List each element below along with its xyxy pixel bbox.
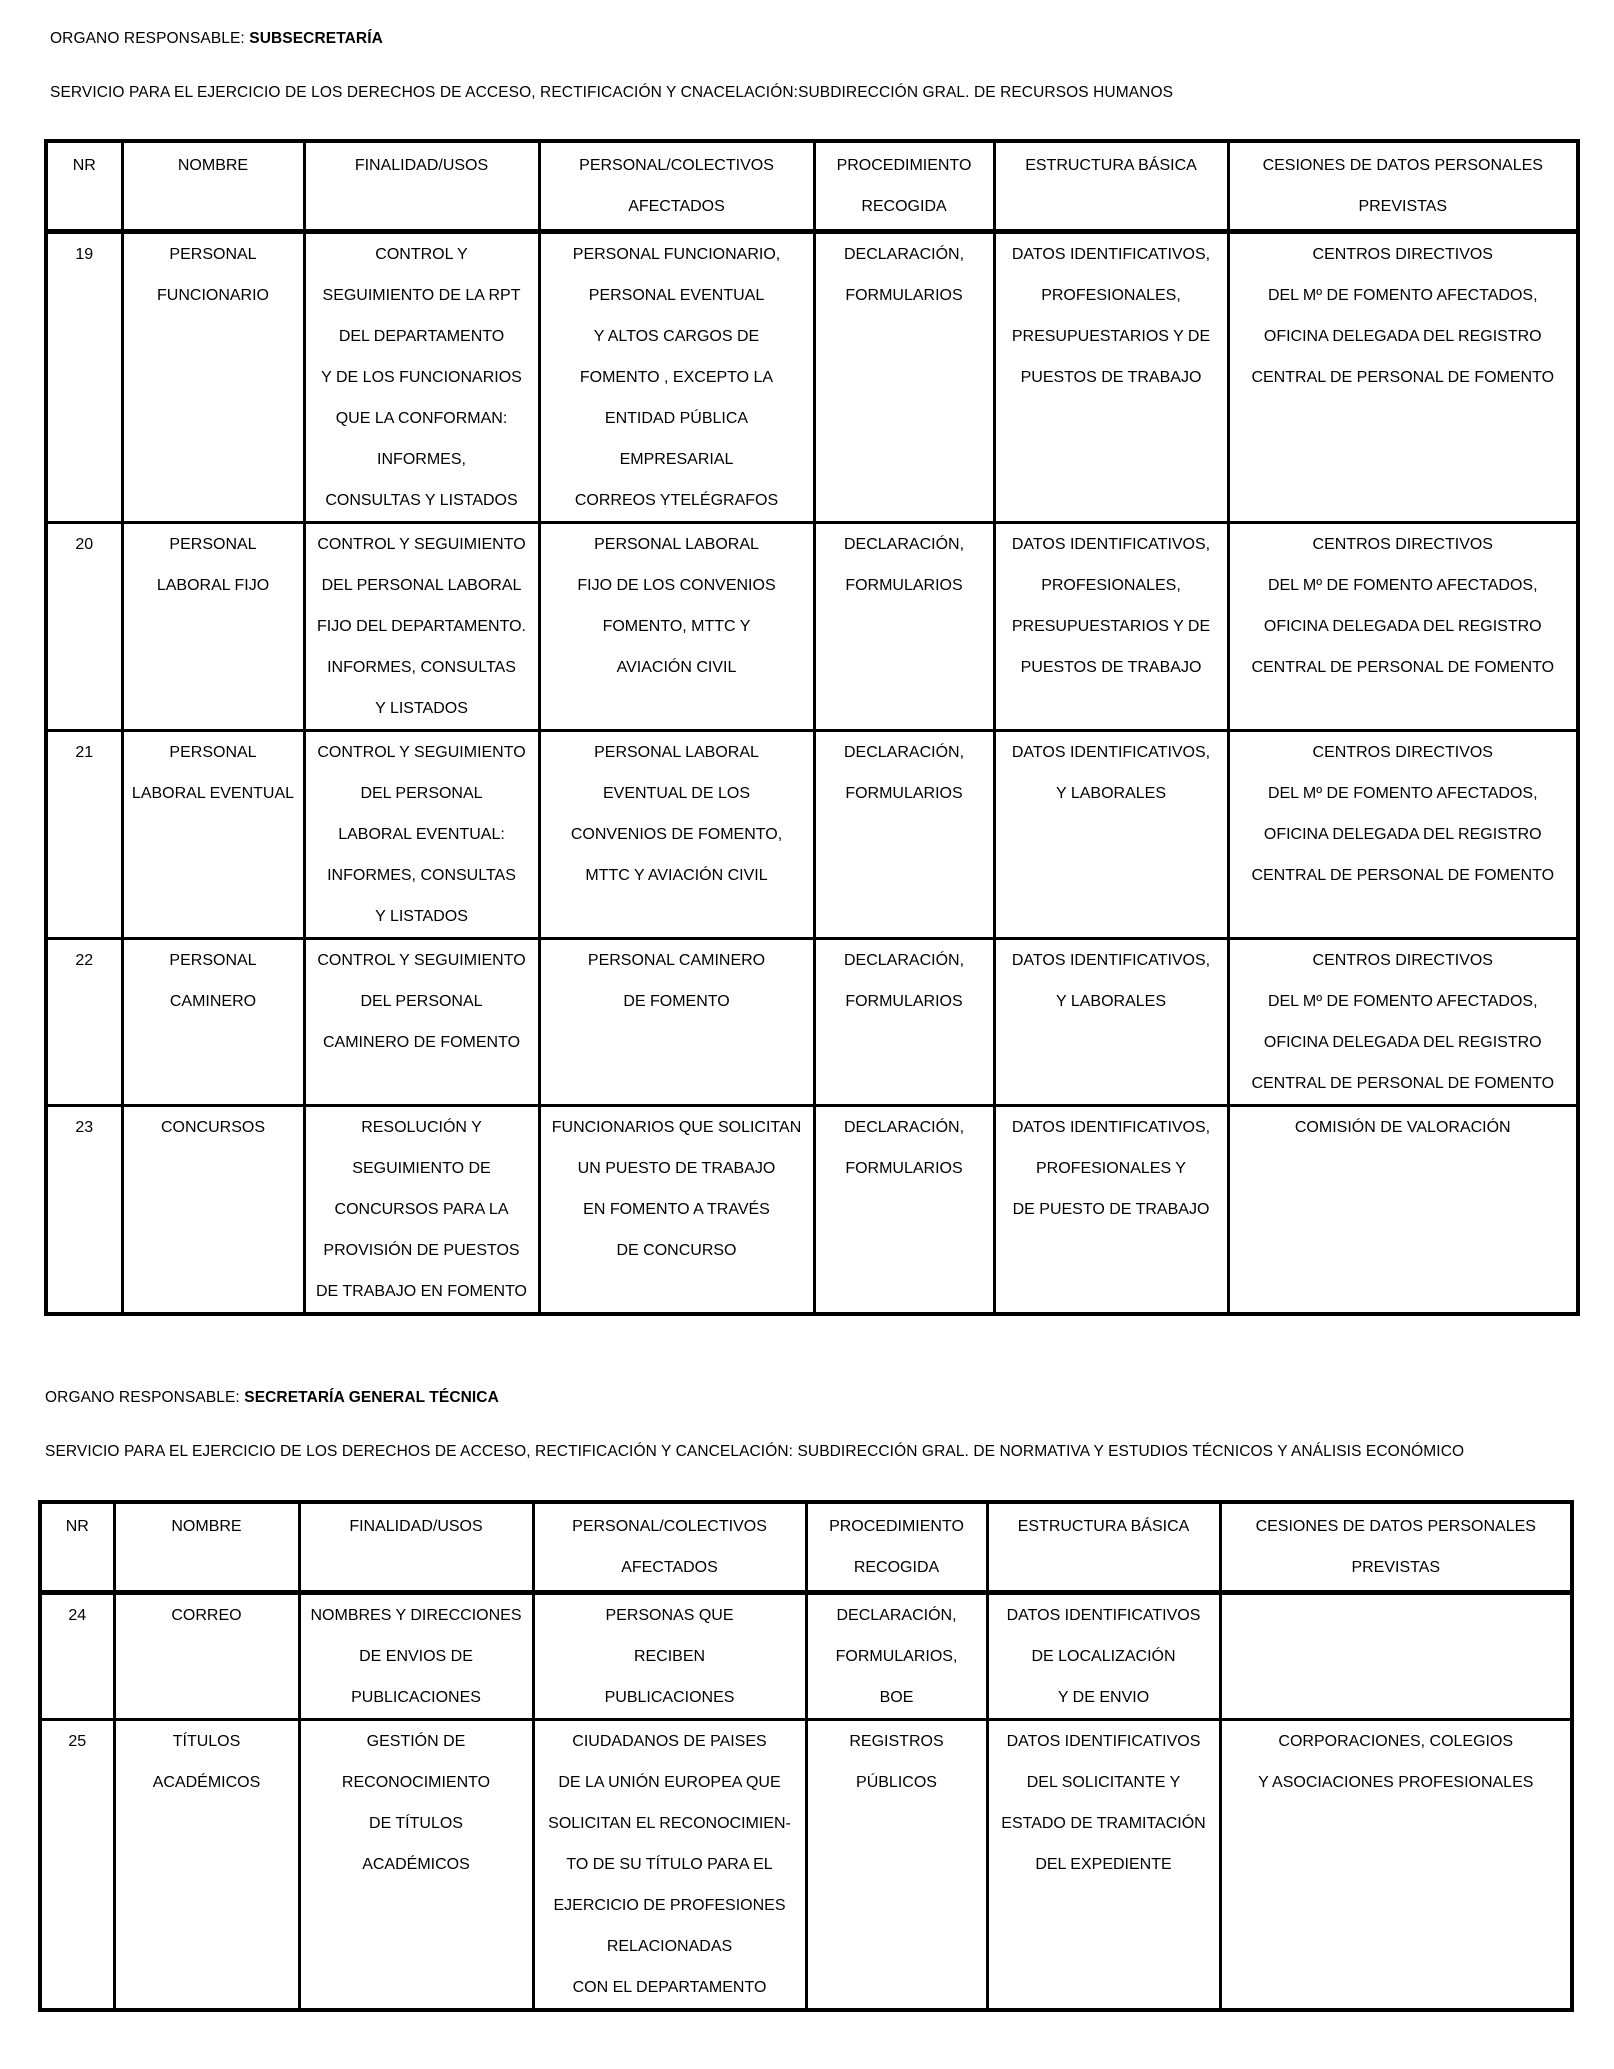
organ-responsible-line-1	[50, 30, 383, 48]
cell-text-line: PROFESIONALES Y	[1036, 1160, 1186, 1177]
cell-text-line: FIJO DE LOS CONVENIOS	[577, 577, 776, 594]
cell-text-line: RECIBEN	[633, 1648, 706, 1665]
cell-text-line: DE FOMENTO	[623, 993, 730, 1010]
cell-procedimiento	[814, 232, 994, 523]
cell-procedimiento	[814, 1106, 994, 1315]
cell-text-line: PROFESIONALES,	[1041, 287, 1181, 304]
cell-text-line: PUBLICACIONES	[604, 1689, 735, 1706]
cell-text-line: FIJO DEL DEPARTAMENTO.	[317, 618, 526, 635]
data-files-table-2	[38, 1500, 1574, 2012]
cell-text-line: RESOLUCIÓN Y	[361, 1119, 482, 1136]
table-row	[40, 1593, 1572, 1720]
cell-text-line: 20	[75, 536, 94, 553]
cell-finalidad	[299, 1720, 533, 2011]
cell-text-line: FORMULARIOS	[845, 287, 963, 304]
cell-procedimiento	[806, 1593, 987, 1720]
cell-text-line: DATOS IDENTIFICATIVOS	[1006, 1733, 1201, 1750]
cell-text-line: FINALIDAD/USOS	[354, 157, 489, 174]
cell-text-line: DEL SOLICITANTE Y	[1026, 1774, 1181, 1791]
cell-text-line: CENTROS DIRECTIVOS	[1312, 952, 1493, 969]
cell-text-line: INFORMES, CONSULTAS	[327, 659, 516, 676]
cell-text-line: DE ENVIOS DE	[359, 1648, 473, 1665]
cell-text-line: TO DE SU TÍTULO PARA EL	[566, 1856, 773, 1873]
cell-text-line: CESIONES DE DATOS PERSONALES	[1262, 157, 1543, 174]
cell-text-line: PROCEDIMIENTO	[829, 1518, 964, 1535]
cell-text-line: CENTROS DIRECTIVOS	[1312, 744, 1493, 761]
cell-text-line: DEL Mº DE FOMENTO AFECTADOS,	[1267, 287, 1538, 304]
cell-text-line: ESTADO DE TRAMITACIÓN	[1001, 1815, 1206, 1832]
table-row	[46, 1106, 1578, 1315]
service-line-2: SERVICIO PARA EL EJERCICIO DE LOS DERECHOS DE ACCESO, RECTIFICACIÓN Y CANCELACIÓN: SUBDIRECCIÓN GRAL. DE NORMATIVA Y ESTUDIOS TÉCNICOS Y ANÁLISIS ECONÓMICO	[45, 1443, 1465, 1460]
cell-estructura	[994, 1106, 1228, 1315]
cell-nombre	[122, 1106, 304, 1315]
cell-cesiones	[1220, 1593, 1572, 1720]
cell-text-line: DE CONCURSO	[616, 1242, 737, 1259]
cell-text-line: PROCEDIMIENTO	[836, 157, 972, 174]
cell-text-line: LABORAL EVENTUAL:	[338, 826, 505, 843]
cell-text-line: ACADÉMICOS	[152, 1774, 261, 1791]
column-header-procedimiento	[806, 1502, 987, 1593]
cell-text-line: PUESTOS DE TRABAJO	[1020, 659, 1202, 676]
cell-procedimiento	[814, 523, 994, 731]
cell-text-line: RECOGIDA	[861, 198, 947, 215]
cell-text-line: FORMULARIOS,	[835, 1648, 958, 1665]
cell-colectivos	[539, 731, 814, 939]
cell-text-line: AFECTADOS	[628, 198, 725, 215]
cell-text-line: FORMULARIOS	[845, 993, 963, 1010]
cell-text-line: NR	[72, 157, 96, 174]
cell-text-line: INFORMES,	[377, 451, 466, 468]
cell-text-line: COMISIÓN DE VALORACIÓN	[1294, 1119, 1511, 1136]
cell-colectivos	[533, 1593, 806, 1720]
cell-estructura	[994, 523, 1228, 731]
cell-text-line: CON EL DEPARTAMENTO	[572, 1979, 767, 1996]
cell-text-line: ESTRUCTURA BÁSICA	[1017, 1518, 1190, 1535]
cell-text-line: Y LABORALES	[1056, 993, 1166, 1010]
cell-procedimiento	[806, 1720, 987, 2011]
cell-procedimiento	[814, 939, 994, 1106]
cell-text-line: CAMINERO	[169, 993, 257, 1010]
cell-text-line: EJERCICIO DE PROFESIONES	[553, 1897, 786, 1914]
cell-text-line: SOLICITAN EL RECONOCIMIEN-	[548, 1815, 791, 1832]
column-header-nr	[40, 1502, 114, 1593]
cell-text-line: TÍTULOS	[172, 1733, 241, 1750]
cell-text-line: PROFESIONALES,	[1041, 577, 1181, 594]
cell-text-line: Y DE LOS FUNCIONARIOS	[321, 369, 522, 386]
cell-text-line: OFICINA DELEGADA DEL REGISTRO	[1263, 618, 1542, 635]
cell-text-line: AFECTADOS	[621, 1559, 718, 1576]
cell-text-line: CORREOS YTELÉGRAFOS	[574, 492, 779, 509]
cell-text-line: CIUDADANOS DE PAISES	[572, 1733, 767, 1750]
cell-nr	[40, 1720, 114, 2011]
table-row	[46, 232, 1578, 523]
cell-estructura	[994, 731, 1228, 939]
cell-text-line: FORMULARIOS	[845, 785, 963, 802]
cell-text-line: 23	[75, 1119, 94, 1136]
cell-text-line: DEL DEPARTAMENTO	[338, 328, 505, 345]
cell-colectivos	[539, 939, 814, 1106]
column-header-nombre	[114, 1502, 299, 1593]
cell-cesiones	[1228, 939, 1578, 1106]
cell-text-line: Y DE ENVIO	[1057, 1689, 1150, 1706]
column-header-estructura	[987, 1502, 1220, 1593]
cell-text-line: PUBLICACIONES	[351, 1689, 481, 1706]
cell-text-line: 24	[68, 1607, 87, 1624]
cell-text-line: CORREO	[171, 1607, 242, 1624]
column-header-colectivos	[539, 141, 814, 232]
cell-text-line: DEL EXPEDIENTE	[1035, 1856, 1172, 1873]
service-line-1: SERVICIO PARA EL EJERCICIO DE LOS DERECHOS DE ACCESO, RECTIFICACIÓN Y CNACELACIÓN:SUBDIRECCIÓN GRAL. DE RECURSOS HUMANOS	[50, 84, 1174, 101]
cell-text-line: 22	[75, 952, 94, 969]
cell-text-line: FUNCIONARIOS QUE SOLICITAN	[551, 1119, 802, 1136]
cell-text-line: RECOGIDA	[853, 1559, 940, 1576]
cell-nombre	[122, 523, 304, 731]
cell-text-line: CONTROL Y SEGUIMIENTO	[317, 952, 526, 969]
column-header-estructura	[994, 141, 1228, 232]
cell-text-line: FORMULARIOS	[845, 577, 963, 594]
column-header-finalidad	[299, 1502, 533, 1593]
cell-text-line: RELACIONADAS	[606, 1938, 733, 1955]
cell-colectivos	[533, 1720, 806, 2011]
cell-text-line: DECLARACIÓN,	[843, 952, 965, 969]
cell-text-line: PERSONAS QUE	[605, 1607, 734, 1624]
cell-nr	[46, 1106, 122, 1315]
cell-text-line: LABORAL EVENTUAL	[131, 785, 295, 802]
cell-text-line: 19	[75, 246, 94, 263]
cell-text-line: ESTRUCTURA BÁSICA	[1025, 157, 1197, 174]
cell-colectivos	[539, 232, 814, 523]
cell-text-line: Y ALTOS CARGOS DE	[593, 328, 760, 345]
cell-text-line: DECLARACIÓN,	[843, 1119, 965, 1136]
table-row	[40, 1720, 1572, 2011]
cell-nombre	[122, 731, 304, 939]
cell-text-line: PERSONAL/COLECTIVOS	[579, 157, 774, 174]
cell-text-line: PERSONAL	[169, 246, 257, 263]
column-header-nombre	[122, 141, 304, 232]
column-header-procedimiento	[814, 141, 994, 232]
data-files-table-1	[44, 139, 1580, 1316]
cell-text-line: ACADÉMICOS	[362, 1856, 470, 1873]
cell-text-line: PERSONAL LABORAL	[594, 536, 759, 553]
cell-text-line: FORMULARIOS	[845, 1160, 963, 1177]
column-header-finalidad	[304, 141, 539, 232]
cell-cesiones	[1228, 1106, 1578, 1315]
cell-text-line: QUE LA CONFORMAN:	[335, 410, 508, 427]
cell-text-line: PRESUPUESTARIOS Y DE	[1011, 618, 1211, 635]
cell-text-line: PERSONAL CAMINERO	[587, 952, 766, 969]
cell-text-line: EN FOMENTO A TRAVÉS	[583, 1201, 770, 1218]
cell-cesiones	[1228, 523, 1578, 731]
cell-text-line: DE LOCALIZACIÓN	[1031, 1648, 1176, 1665]
cell-text-line: CONCURSOS PARA LA	[334, 1201, 509, 1218]
cell-finalidad	[304, 232, 539, 523]
cell-text-line: NOMBRE	[171, 1518, 242, 1535]
column-header-colectivos	[533, 1502, 806, 1593]
table-row	[46, 939, 1578, 1106]
cell-text-line: DECLARACIÓN,	[843, 744, 965, 761]
table-header-row	[40, 1502, 1572, 1593]
cell-text-line: UN PUESTO DE TRABAJO	[577, 1160, 776, 1177]
cell-text-line: DATOS IDENTIFICATIVOS,	[1011, 1119, 1211, 1136]
cell-text-line: PERSONAL	[169, 744, 257, 761]
cell-text-line: REGISTROS	[849, 1733, 944, 1750]
cell-text-line: DATOS IDENTIFICATIVOS	[1006, 1607, 1201, 1624]
cell-text-line: NR	[65, 1518, 89, 1535]
table-row	[46, 731, 1578, 939]
cell-text-line: CAMINERO DE FOMENTO	[322, 1034, 521, 1051]
cell-text-line: PRESUPUESTARIOS Y DE	[1011, 328, 1211, 345]
cell-text-line: DEL PERSONAL LABORAL	[321, 577, 522, 594]
cell-estructura	[994, 939, 1228, 1106]
cell-cesiones	[1220, 1720, 1572, 2011]
cell-text-line: DE TRABAJO EN FOMENTO	[316, 1283, 527, 1300]
cell-text-line: SEGUIMIENTO DE LA RPT	[322, 287, 521, 304]
cell-text-line: DE PUESTO DE TRABAJO	[1012, 1201, 1210, 1218]
cell-text-line: CENTRAL DE PERSONAL DE FOMENTO	[1251, 369, 1555, 386]
cell-cesiones	[1228, 232, 1578, 523]
cell-text-line: CENTROS DIRECTIVOS	[1312, 536, 1493, 553]
cell-text-line: DECLARACIÓN,	[836, 1607, 957, 1624]
cell-text-line: AVIACIÓN CIVIL	[616, 659, 737, 676]
cell-estructura	[994, 232, 1228, 523]
cell-text-line: PERSONAL	[169, 536, 257, 553]
cell-text-line: PREVISTAS	[1351, 1559, 1441, 1576]
cell-text-line: PREVISTAS	[1358, 198, 1448, 215]
cell-text-line: CONVENIOS DE FOMENTO,	[570, 826, 783, 843]
cell-text-line: CENTRAL DE PERSONAL DE FOMENTO	[1251, 659, 1555, 676]
cell-nr	[46, 939, 122, 1106]
cell-finalidad	[304, 523, 539, 731]
cell-text-line: FOMENTO, MTTC Y	[602, 618, 751, 635]
cell-text-line: PERSONAL/COLECTIVOS	[572, 1518, 767, 1535]
cell-nombre	[114, 1593, 299, 1720]
cell-text-line: DECLARACIÓN,	[843, 536, 965, 553]
organ-value: SECRETARÍA GENERAL TÉCNICA	[244, 1389, 499, 1406]
cell-finalidad	[304, 939, 539, 1106]
cell-text-line: PERSONAL LABORAL	[594, 744, 759, 761]
cell-text-line: 21	[75, 744, 94, 761]
cell-text-line: LABORAL FIJO	[156, 577, 270, 594]
cell-estructura	[987, 1720, 1220, 2011]
cell-nr	[40, 1593, 114, 1720]
cell-text-line: OFICINA DELEGADA DEL REGISTRO	[1263, 328, 1542, 345]
cell-text-line: PERSONAL EVENTUAL	[588, 287, 765, 304]
cell-finalidad	[299, 1593, 533, 1720]
cell-text-line: ENTIDAD PÚBLICA	[604, 410, 749, 427]
cell-nr	[46, 731, 122, 939]
cell-text-line: DE LA UNIÓN EUROPEA QUE	[558, 1774, 781, 1791]
cell-text-line: Y LISTADOS	[375, 908, 468, 925]
cell-text-line: DATOS IDENTIFICATIVOS,	[1011, 744, 1211, 761]
cell-finalidad	[304, 731, 539, 939]
cell-text-line: DATOS IDENTIFICATIVOS,	[1011, 952, 1211, 969]
cell-text-line: RECONOCIMIENTO	[341, 1774, 491, 1791]
cell-text-line: PERSONAL	[169, 952, 257, 969]
cell-text-line: PUESTOS DE TRABAJO	[1020, 369, 1202, 386]
cell-text-line: SEGUIMIENTO DE	[352, 1160, 491, 1177]
cell-text-line: CONTROL Y	[375, 246, 468, 263]
cell-text-line: DATOS IDENTIFICATIVOS,	[1011, 246, 1211, 263]
cell-text-line: 25	[68, 1733, 87, 1750]
cell-text-line: CONSULTAS Y LISTADOS	[325, 492, 518, 509]
cell-text-line: EMPRESARIAL	[619, 451, 734, 468]
cell-nombre	[114, 1720, 299, 2011]
cell-text-line: DEL PERSONAL	[360, 785, 483, 802]
cell-text-line: OFICINA DELEGADA DEL REGISTRO	[1263, 826, 1542, 843]
cell-nombre	[122, 232, 304, 523]
cell-finalidad	[304, 1106, 539, 1315]
organ-responsible-line-2	[45, 1389, 499, 1407]
cell-text-line: CONTROL Y SEGUIMIENTO	[317, 536, 526, 553]
cell-text-line: EVENTUAL DE LOS	[602, 785, 750, 802]
cell-nr	[46, 523, 122, 731]
column-header-cesiones	[1220, 1502, 1572, 1593]
cell-nr	[46, 232, 122, 523]
cell-text-line: DEL Mº DE FOMENTO AFECTADOS,	[1267, 577, 1538, 594]
cell-text-line: FOMENTO , EXCEPTO LA	[579, 369, 774, 386]
cell-nombre	[122, 939, 304, 1106]
organ-label: ORGANO RESPONSABLE:	[45, 1389, 240, 1406]
cell-text-line: DEL PERSONAL	[360, 993, 483, 1010]
cell-text-line: INFORMES, CONSULTAS	[327, 867, 516, 884]
cell-estructura	[987, 1593, 1220, 1720]
table-header-row	[46, 141, 1578, 232]
cell-text-line: GESTIÓN DE	[366, 1733, 466, 1750]
cell-text-line: CORPORACIONES, COLEGIOS	[1278, 1733, 1514, 1750]
cell-text-line: PÚBLICOS	[856, 1774, 937, 1791]
cell-text-line: DEL Mº DE FOMENTO AFECTADOS,	[1267, 993, 1538, 1010]
cell-text-line: DATOS IDENTIFICATIVOS,	[1011, 536, 1211, 553]
cell-text-line: NOMBRE	[177, 157, 249, 174]
cell-cesiones	[1228, 731, 1578, 939]
cell-text-line: Y LISTADOS	[375, 700, 468, 717]
cell-text-line: Y ASOCIACIONES PROFESIONALES	[1258, 1774, 1534, 1791]
cell-colectivos	[539, 1106, 814, 1315]
cell-text-line: OFICINA DELEGADA DEL REGISTRO	[1263, 1034, 1542, 1051]
cell-text-line: CENTRAL DE PERSONAL DE FOMENTO	[1251, 867, 1555, 884]
cell-procedimiento	[814, 731, 994, 939]
cell-text-line: FUNCIONARIO	[157, 287, 269, 304]
cell-text-line: DEL Mº DE FOMENTO AFECTADOS,	[1267, 785, 1538, 802]
cell-text-line: Y LABORALES	[1056, 785, 1166, 802]
cell-text-line: MTTC Y AVIACIÓN CIVIL	[585, 867, 768, 884]
cell-text-line: FINALIDAD/USOS	[349, 1518, 483, 1535]
cell-text-line: CESIONES DE DATOS PERSONALES	[1255, 1518, 1536, 1535]
cell-colectivos	[539, 523, 814, 731]
cell-text-line: CENTROS DIRECTIVOS	[1312, 246, 1493, 263]
column-header-cesiones	[1228, 141, 1578, 232]
organ-value: SUBSECRETARÍA	[249, 30, 383, 47]
cell-text-line: CONCURSOS	[160, 1119, 265, 1136]
cell-text-line: NOMBRES Y DIRECCIONES	[310, 1607, 522, 1624]
cell-text-line: PROVISIÓN DE PUESTOS	[323, 1242, 520, 1259]
cell-text-line: DECLARACIÓN,	[843, 246, 965, 263]
column-header-nr	[46, 141, 122, 232]
cell-text-line: CENTRAL DE PERSONAL DE FOMENTO	[1251, 1075, 1555, 1092]
cell-text-line: DE TÍTULOS	[369, 1815, 463, 1832]
table-row	[46, 523, 1578, 731]
cell-text-line: BOE	[879, 1689, 914, 1706]
organ-label: ORGANO RESPONSABLE:	[50, 30, 245, 47]
cell-text-line: PERSONAL FUNCIONARIO,	[572, 246, 781, 263]
cell-text-line: CONTROL Y SEGUIMIENTO	[317, 744, 526, 761]
